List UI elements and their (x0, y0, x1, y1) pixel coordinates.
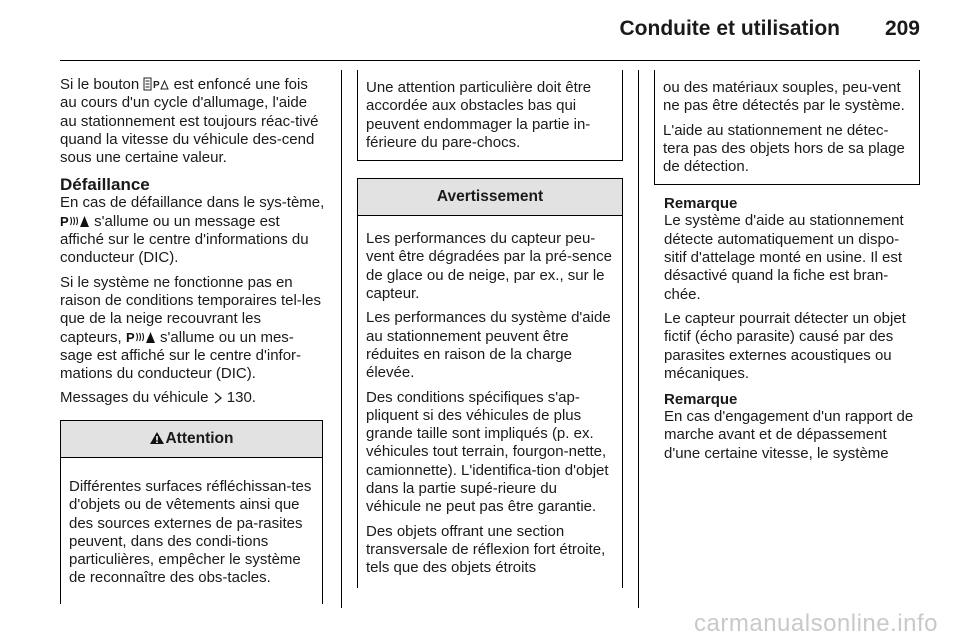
page-number: 209 (884, 17, 920, 40)
svg-text:P: P (125, 329, 135, 344)
note-heading: Remarque (664, 391, 738, 409)
warning-text: Des objets offrant une section transversale de réflexion fort étroite, tels que des objets étroits (366, 522, 606, 577)
paragraph: Messages du véhicule 130. (60, 389, 256, 407)
warning-box (357, 178, 623, 587)
attention-box-continued (357, 70, 623, 161)
watermark: carmanualsonline.info (694, 610, 938, 637)
attention-body (60, 458, 323, 604)
column-3 (654, 70, 920, 469)
svg-text:P: P (60, 213, 69, 228)
attention-text: Une attention particulière doit être accordée aux obstacles bas qui peuvent endommager la partie in-férieure du pare-chocs. (366, 79, 592, 151)
attention-text: Différentes surfaces réfléchissan-tes d'objets ou de vêtements ainsi que des sources externes de pa-rasites peuvent, dans des condi-tions particulières, empêcher le système de reconnaître des obs-tacles. (69, 478, 312, 587)
section-heading: Défaillance (60, 175, 150, 195)
parking-assist-warning-icon (60, 214, 90, 228)
warning-text: Les performances du système d'aide au stationnement peuvent être réduites en raison de la charge élevée. (366, 309, 611, 382)
warning-text: ou des matériaux souples, peu-vent ne pas être détectés par le système. (663, 79, 905, 115)
column-2 (357, 70, 623, 588)
parking-assist-warning-icon (126, 330, 156, 344)
warning-body (357, 216, 623, 587)
page-reference[interactable]: 130. (226, 389, 256, 407)
parking-assist-button-icon (143, 77, 169, 91)
warning-triangle-icon (149, 431, 165, 445)
page-header (0, 0, 960, 62)
reference-arrow-icon[interactable] (213, 392, 223, 404)
column-divider (341, 70, 342, 608)
header-rule (60, 60, 920, 61)
note-text: En cas d'engagement d'un rapport de marche avant et de dépassement d'une certaine vitesse, le système (664, 408, 914, 462)
svg-text:P: P (153, 80, 161, 91)
paragraph: Si le système ne fonctionne pas en raison de conditions temporaires tel-les que de la neige recouvrant les capteurs, P s'allume ou un mes-sage est affiché sur le centre d'infor-mations du conducteur (DIC). (60, 273, 321, 383)
warning-text: Des conditions spécifiques s'ap-pliquent si des véhicules de plus grande taille sont impliqués (p. ex. véhicules tout terrain, fourgon-nette, camionnette). L'identifica-tion d'objet dans la partie supé-rieure du véhicule ne peut pas être garantie. (366, 388, 609, 516)
note-heading: Remarque (664, 195, 738, 213)
note-text: Le capteur pourrait détecter un objet fictif (écho parasite) causé par des parasites externes acoustiques ou mécaniques. (664, 309, 906, 382)
note-text: Le système d'aide au stationnement détecte automatiquement un dispo-sitif d'attelage monté en usine. Il est désactivé quand la fiche est bran-chée. (664, 212, 904, 303)
note-block (654, 195, 920, 463)
attention-header: Attention (60, 420, 323, 458)
page-title: Conduite et utilisation (619, 17, 840, 40)
warning-text: L'aide au stationnement ne détec-tera pas des objets hors de sa plage de détection. (663, 121, 905, 176)
paragraph: Si le bouton P est enfoncé une fois au cours d'un cycle d'allumage, l'aide au stationnement est toujours réac-tivé quand la vitesse du véhicule des-cend sous une certaine valeur. (60, 76, 319, 167)
warning-header: Avertissement (357, 178, 623, 216)
attention-box (60, 420, 323, 604)
column-divider (638, 70, 639, 608)
warning-text: Les performances du capteur peu-vent être dégradées par la pré-sence de glace ou de neige, par ex., sur le capteur. (366, 230, 612, 303)
warning-box-continued (654, 70, 920, 185)
paragraph: En cas de défaillance dans le sys-tème, P s'allume ou un message est affiché sur le centre d'informations du conducteur (DIC). (60, 194, 325, 267)
column-1 (60, 76, 325, 587)
